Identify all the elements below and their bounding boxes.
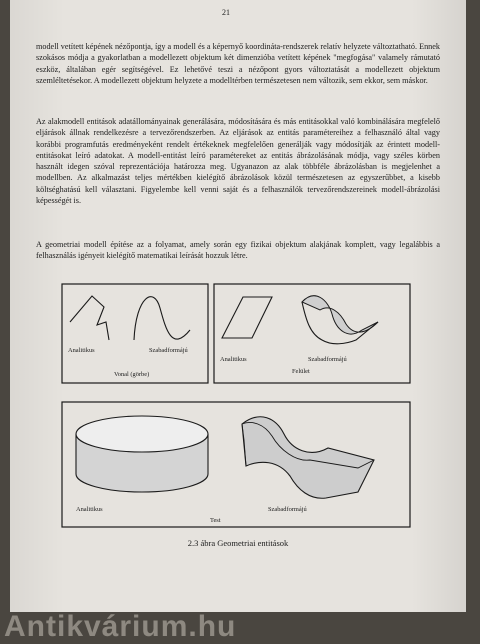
paragraph-1: modell vetített képének nézőpontja, így a modell és a képernyő koordináta-rendszerek relatív helyzete változtatható. Ennek szokásos módja a gyakorlatban a modellezett objektum két dimenzióba vetített képének "megfogása" valamely rámutató eszköz, általában egér segítségével. Ez lehetővé teszi a nézőpont gyors változtatását a modellezett objektum szemléltetésekor. A modellezett objektum helyzete a modelltérben természetesen nem változik, sem ekkor, sem máskor. bbox=[36, 42, 440, 85]
book-page bbox=[10, 0, 466, 612]
watermark-logo: Antikvárium.hu bbox=[4, 610, 237, 643]
paragraph-3: A geometriai modell építése az a folyamat, amely során egy fizikai objektum alakjának komplett, vagy legalábbis a felhasználás igényeit kielégítő matematikai leírását hozzuk létre. bbox=[36, 240, 440, 261]
panel-curve-frame bbox=[62, 284, 208, 383]
curve-analytic-label: Analitikus bbox=[68, 347, 95, 354]
paragraph-2: Az alakmodell entitások adatállományainak generálására, módosítására és más entitásokkal való kombinálására megfelelő eljárások állnak rendelkezésre a tervezőrendszerben. Az eljárások az entitás paramétereihez a felhasználó által vagy korábbi programfutás eredményeként rendelt értékeknek megfelelően generálják vagy módosítják az érintett modell-entitásokat leíró adatokat. A modell-entitást leíró paramétereket az entitás ábrázolásának módja, vagy széles körben használt idegen szóval reprezentációja határozza meg. Ugyanazon az alak többféle ábrázolásban is megjelenhet a modellben. Az alkalmazást teljes mértékben kielégítő ábrázolások közül természetesen az egyszerűbbet, a kisebb költséghatású kell választani. Figyelembe kell venni saját és a felhasználók tervezőrendszereinek modell-ábrázolási képességét is. bbox=[36, 117, 440, 206]
cylinder-top bbox=[76, 416, 208, 452]
analytic-surface-drawing bbox=[222, 297, 272, 338]
page-number: 21 bbox=[222, 8, 230, 17]
curve-panel-title: Vonal (görbe) bbox=[114, 371, 150, 378]
curve-freeform-label: Szabadformájú bbox=[149, 347, 188, 354]
figure-caption: 2.3 ábra Geometriai entitások bbox=[187, 538, 289, 548]
geometric-entities-figure bbox=[10, 0, 466, 612]
freeform-curve-drawing bbox=[134, 297, 190, 340]
surface-freeform-label: Szabadformájú bbox=[308, 356, 347, 363]
surface-panel-title: Felület bbox=[292, 368, 310, 375]
solid-freeform-label: Szabadformájú bbox=[268, 506, 307, 513]
solid-analytic-label: Analitikus bbox=[76, 506, 103, 513]
freeform-surface-shading bbox=[302, 296, 378, 334]
surface-analytic-label: Analitikus bbox=[220, 356, 247, 363]
analytic-curve-drawing bbox=[70, 296, 109, 340]
freeform-solid-drawing bbox=[242, 417, 374, 498]
solid-panel-title: Test bbox=[210, 517, 221, 524]
